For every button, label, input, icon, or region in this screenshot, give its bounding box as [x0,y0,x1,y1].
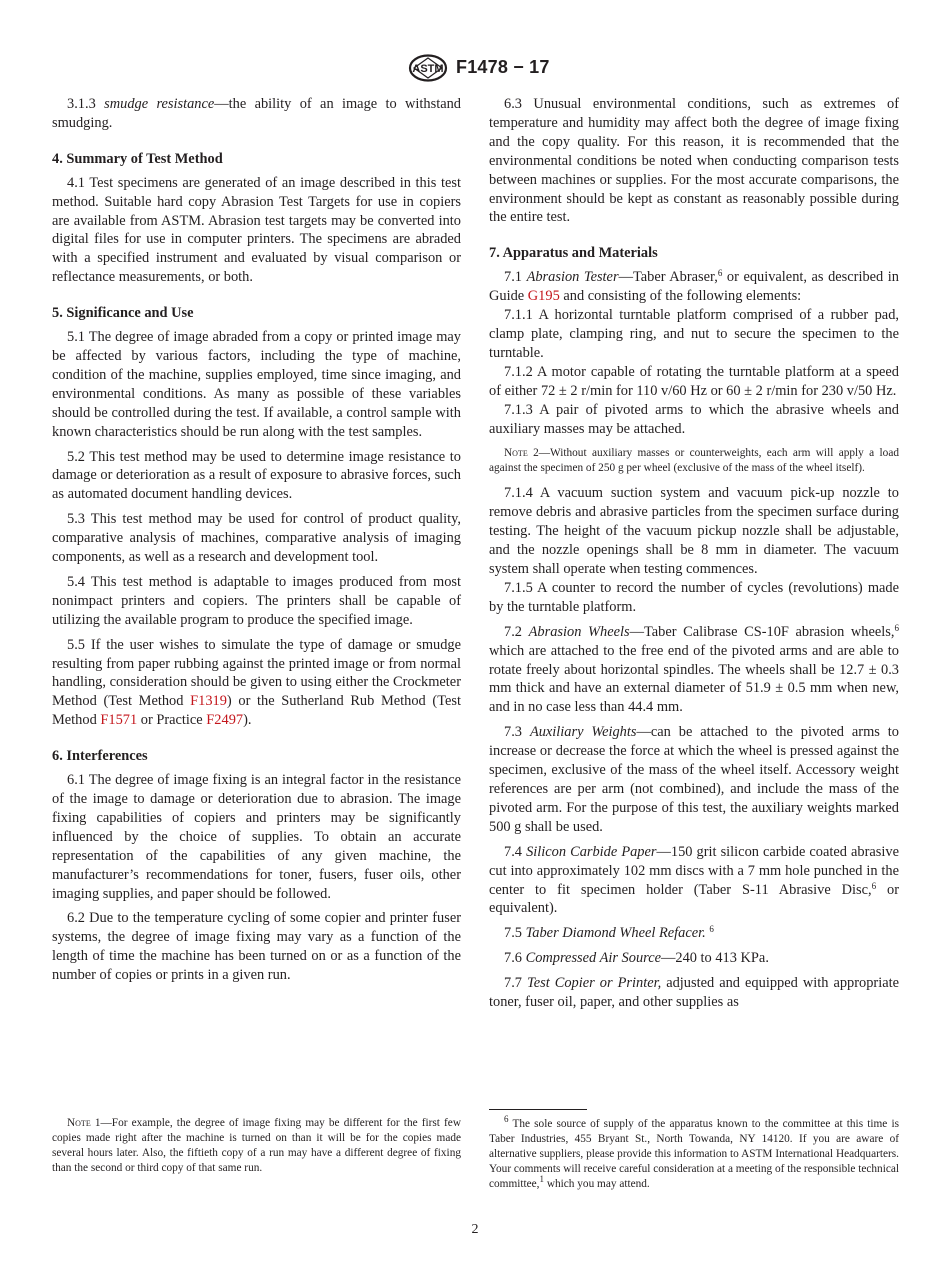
para-7-6: 7.6 Compressed Air Source—240 to 413 KPa. [504,950,769,967]
svg-text:ASTM: ASTM [412,63,444,75]
para-6-3: 6.3 Unusual environmental conditions, such as extremes of temperature and humidity may affect both the degree of image fixing and the copy quality. For this reason, it is recommended that the environmental conditions be noted when conducting comparison tests between machines or supplies. For the most accurate comparisons, the environment should be kept as constant as reasonably possible during the entire test. [489,96,899,226]
para-7-1-1: 7.1.1 A horizontal turntable platform comprised of a rubber pad, clamp plate, clamping ring, and nut to secure the specimen to the turntable. [489,307,899,361]
section-7-heading: 7. Apparatus and Materials [489,245,658,262]
para-7-1-3: 7.1.3 A pair of pivoted arms to which the abrasive wheels and auxiliary masses may be attached. [489,401,899,437]
link-f1571[interactable]: F1571 [100,712,138,729]
para-7-1: 7.1 Abrasion Tester—Taber Abraser,$^6$ or equivalent, as described in Guide G195 and consisting of the following elements: [489,268,899,305]
para-7-3: 7.3 Auxiliary Weights—can be attached to the pivoted arms to increase or decrease the force at which the wheel is pressed against the specimen, exclusive of the mass of the wheel itself. Accessory weight references are per arm (not combined), and include the mass of the pivoted arm. For the purpose of this test, the auxiliary weights marked 500 g shall be used. [489,724,899,835]
footnote-divider [489,1109,587,1110]
page-header [0,54,950,84]
astm-logo-icon [408,54,448,82]
para-6-1: 6.1 The degree of image fixing is an integral factor in the resistance of the image to damage or deterioration due to abrasion. The image fixing capabilities of copiers and printers may be significantly influenced by the choice of supplies. To obtain an accurate representation of the capabilities of any given machine, the manufacturer’s recommendations for toner, fusers, fuser oils, other imaging supplies, and paper should be followed. [52,772,461,902]
section-6-heading: 6. Interferences [52,748,148,765]
para-7-2: 7.2 Abrasion Wheels—Taber Calibrase CS-10F abrasion wheels,$^6$ which are attached to the free end of the pivoted arms and are able to rotate freely about horizontal spindles. The wheels shall be 12.7 ± 0.3 mm thick and have an external diameter of 51.9 ± 0.5 mm when new, and in no case less than 44.4 mm. [489,622,899,716]
para-7-1-4: 7.1.4 A vacuum suction system and vacuum pick-up nozzle to remove debris and abrasive particles from the specimen surface during testing. The height of the vacuum pickup nozzle shall be adjustable, and the nozzle openings shall be 8 mm in diameter. The vacuum system shall operate when testing commences. [489,485,899,578]
note-1: Note 1—For example, the degree of image fixing may be different for the first few copies made right after the machine is turned on than it will be for the copies made several hours later. Also, the fiftieth copy of a run may have a different degree of fixing than the second or third copy of that same run. [52,1117,461,1174]
document-id: F1478 − 17 [456,57,550,77]
para-5-1: 5.1 The degree of image abraded from a copy or printed image may be affected by various factors, including the type of machine, condition of the machine, supplies employed, time since imaging, and environmental conditions. As many as possible of these variables should be controlled during the test. If available, a control sample with known characteristics should be run along with the test samples. [52,329,461,440]
note-2: Note 2—Without auxiliary masses or counterweights, each arm will apply a load against the specimen of 250 g per wheel (exclusive of the mass of the wheel itself). [489,447,899,475]
para-5-3: 5.3 This test method may be used for control of product quality, comparative analysis of machines, comparative analysis of imaging components, as well as a research and development tool. [52,511,461,566]
page-number: 2 [471,1222,479,1237]
para-7-1-5: 7.1.5 A counter to record the number of cycles (revolutions) made by the turntable platform. [489,579,899,615]
para-5-4: 5.4 This test method is adaptable to images produced from most nonimpact printers and copiers. The printers shall be capable of utilizing the available program to produce the specified image. [52,573,461,628]
para-7-5: 7.5 Taber Diamond Wheel Refacer. $^6$ [504,924,714,942]
link-f2497[interactable]: F2497 [206,712,244,729]
para-7-4: 7.4 Silicon Carbide Paper—150 grit silicon carbide coated abrasive cut into approximately 102 mm discs with a 7 mm hole punched in the center to fit specimen holder (Taber S-11 Abrasive Disc,$^6$ or equivalent). [489,843,900,917]
right-column [489,95,899,1012]
para-5-2: 5.2 This test method may be used to determine image resistance to damage or deterioration as a result of exposure to abrasive forces, such as automated document handling devices. [52,448,461,503]
left-column [52,95,461,985]
para-4-1: 4.1 Test specimens are generated of an image described in this test method. Suitable hard copy Abrasion Test Targets for use in copiers are available from ASTM. Abrasion test targets may be converted into digital files for use in computer printers. The specimens are abraded with a specified instrument and evaluated by visual comparison or reflectance measurements, or both. [52,174,461,286]
para-7-7: 7.7 Test Copier or Printer, adjusted and equipped with appropriate toner, fuser oil, paper, and other supplies as [489,975,899,1011]
section-4-heading: 4. Summary of Test Method [52,150,223,167]
link-g195[interactable]: G195 [527,288,560,305]
para-7-1-2: 7.1.2 A motor capable of rotating the turntable platform at a speed of either 72 ± 2 r/min for 110 v/60 Hz or 60 ± 2 r/min for 230 v/50 Hz. [489,363,899,399]
para-6-2: 6.2 Due to the temperature cycling of some copier and printer fuser systems, the degree of image fixing may vary as a function of the length of time the machine has been turned on or as a function of the number of copies or prints in a given run. [52,910,461,984]
link-f1319[interactable]: F1319 [190,693,227,710]
para-3-1-3: 3.1.3 smudge resistance—the ability of an image to withstand smudging. [52,96,461,131]
footnote-6: $^6$ The sole source of supply of the apparatus known to the committee at this time is Taber Industries, 455 Bryant St., North Towanda, NY 14120. If you are aware of alternative suppliers, please provide this information to ASTM International Headquarters. Your comments will receive careful consideration at a meeting of the responsible technical committee,$^1$ which you may attend. [489,1114,899,1190]
section-5-heading: 5. Significance and Use [52,305,194,322]
para-5-5: 5.5 If the user wishes to simulate the type of damage or smudge resulting from paper rubbing against the printed image or from normal handling, consideration should be given to using either the Crockmeter Method (Test Method F1319) or the Sutherland Rub Method (Test Method F1571 or Practice F2497). [52,636,461,729]
